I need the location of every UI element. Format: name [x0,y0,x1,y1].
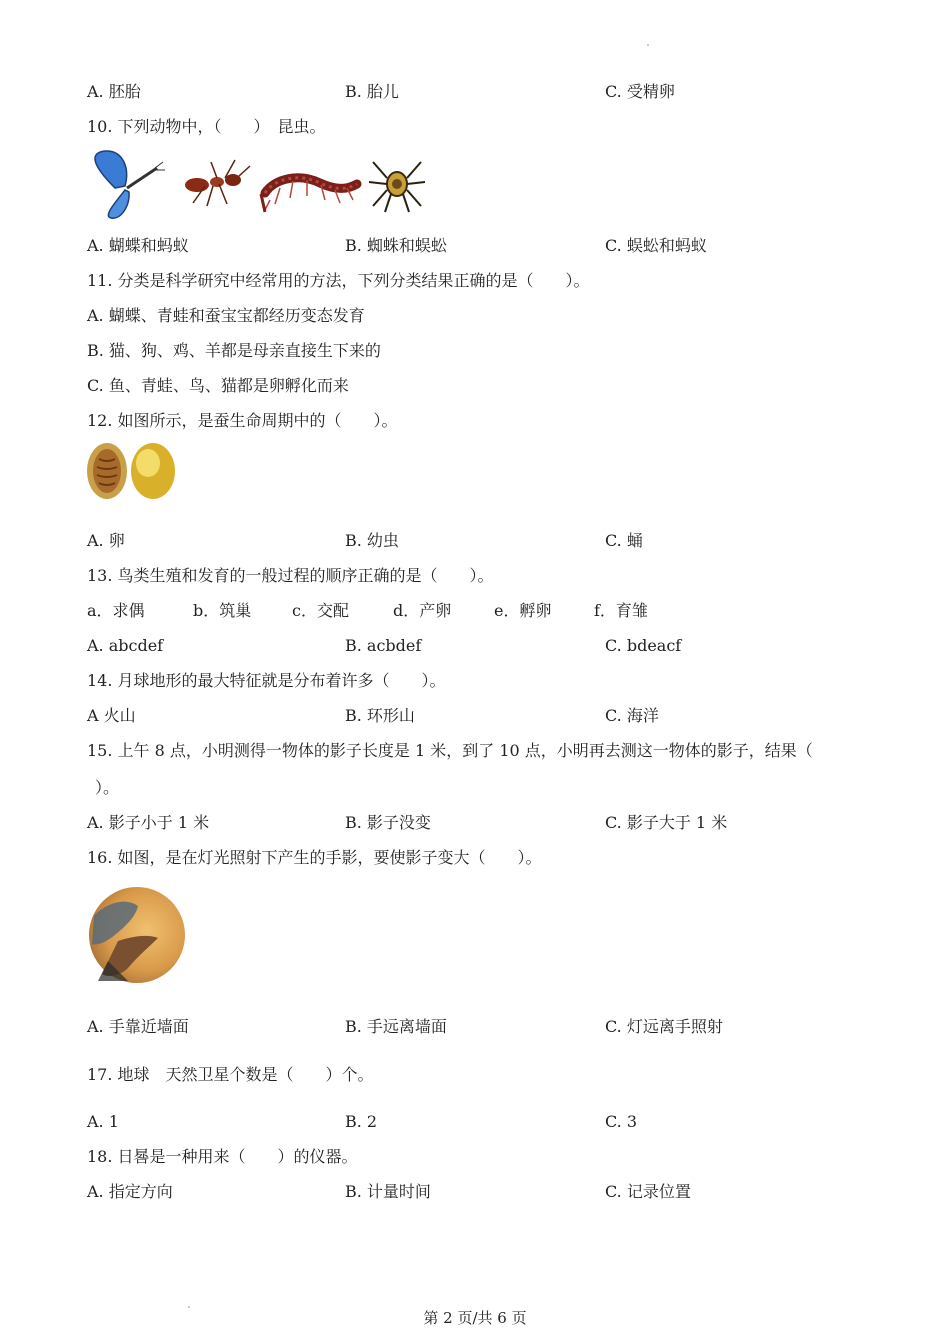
q13-step-b: b．筑巢 [193,601,252,620]
q14-option-c[interactable]: C. 海洋 [605,706,659,725]
q13-step-e: e．孵卵 [494,601,552,620]
q14-option-b[interactable]: B. 环形山 [345,706,415,725]
q10-options [87,236,887,256]
spider-picture [369,162,425,212]
q15-option-a[interactable]: A. 影子小于 1 米 [87,813,210,832]
q13-option-a[interactable]: A. abcdef [87,636,164,655]
q9-option-b[interactable]: B. 胎儿 [345,82,399,101]
q12-option-b[interactable]: B. 幼虫 [345,531,399,550]
q16-option-b[interactable]: B. 手远离墙面 [345,1017,447,1036]
q13-options [87,636,887,656]
q11-option-a[interactable]: A. 蝴蝶、青蛙和蚕宝宝都经历变态发育 [87,306,365,325]
q15-option-b[interactable]: B. 影子没变 [345,813,431,832]
q15-stem-line2: ）。 [95,778,120,797]
q18-stem: 18. 日晷是一种用来（ ）的仪器。 [87,1147,358,1166]
q10-stem: 10. 下列动物中，（ ） 昆虫。 [87,117,326,136]
q12-options [87,531,887,551]
q16-option-a[interactable]: A. 手靠近墙面 [87,1017,189,1036]
q16-options [87,1017,887,1037]
q13-step-a: a．求偶 [87,601,145,620]
q10-option-a[interactable]: A. 蝴蝶和蚂蚁 [87,236,189,255]
q9-option-a[interactable]: A. 胚胎 [87,82,141,101]
q18-options [87,1182,887,1202]
q10-option-b[interactable]: B. 蜘蛛和蜈蚣 [345,236,447,255]
q17-option-a[interactable]: A. 1 [87,1112,119,1131]
q14-option-a[interactable]: A 火山 [87,706,136,725]
q13-step-f: f．育雏 [594,601,648,620]
q13-step-d: d．产卵 [393,601,452,620]
q13-step-c: c．交配 [292,601,349,620]
q18-option-a[interactable]: A. 指定方向 [87,1182,173,1201]
q12-stem: 12. 如图所示，是蚕生命周期中的（ ）。 [87,411,398,430]
q11-option-b[interactable]: B. 猫、狗、鸡、羊都是母亲直接生下来的 [87,341,381,360]
butterfly-picture [95,151,165,218]
q17-option-b[interactable]: B. 2 [345,1112,378,1131]
q11-option-c[interactable]: C. 鱼、青蛙、鸟、猫都是卵孵化而来 [87,376,349,395]
q17-options [87,1112,887,1132]
hand-shadow-picture [88,886,186,984]
q9-option-c[interactable]: C. 受精卵 [605,82,675,101]
scan-dot [647,44,649,46]
q18-option-c[interactable]: C. 记录位置 [605,1182,691,1201]
page-footer: 第 2 页/共 6 页 [423,1309,527,1327]
q12-option-a[interactable]: A. 卵 [87,531,125,550]
q16-stem: 16. 如图，是在灯光照射下产生的手影，要使影子变大（ ）。 [87,848,542,867]
q13-option-b[interactable]: B. acbdef [345,636,422,655]
q9-options [87,82,887,102]
q17-stem: 17. 地球 天然卫星个数是（ ）个。 [87,1065,374,1084]
q13-stem: 13. 鸟类生殖和发育的一般过程的顺序正确的是（ ）。 [87,566,494,585]
q18-option-b[interactable]: B. 计量时间 [345,1182,431,1201]
q15-option-c[interactable]: C. 影子大于 1 米 [605,813,728,832]
silkworm-cocoon-picture [85,441,180,501]
q12-option-c[interactable]: C. 蛹 [605,531,643,550]
ant-picture [185,160,250,206]
q16-option-c[interactable]: C. 灯远离手照射 [605,1017,723,1036]
q15-options [87,813,887,833]
centipede-picture [261,178,357,212]
q14-options [87,706,887,726]
q10-option-c[interactable]: C. 蜈蚣和蚂蚁 [605,236,707,255]
insect-pictures [85,148,430,223]
q17-option-c[interactable]: C. 3 [605,1112,638,1131]
q13-option-c[interactable]: C. bdeacf [605,636,682,655]
q14-stem: 14. 月球地形的最大特征就是分布着许多（ ）。 [87,671,446,690]
q13-steps [87,601,687,621]
q11-stem: 11. 分类是科学研究中经常用的方法，下列分类结果正确的是（ ）。 [87,271,590,290]
q15-stem-line1: 15. 上午 8 点，小明测得一物体的影子长度是 1 米，到了 10 点，小明再去测这一物体的影子，结果（ [87,741,813,760]
